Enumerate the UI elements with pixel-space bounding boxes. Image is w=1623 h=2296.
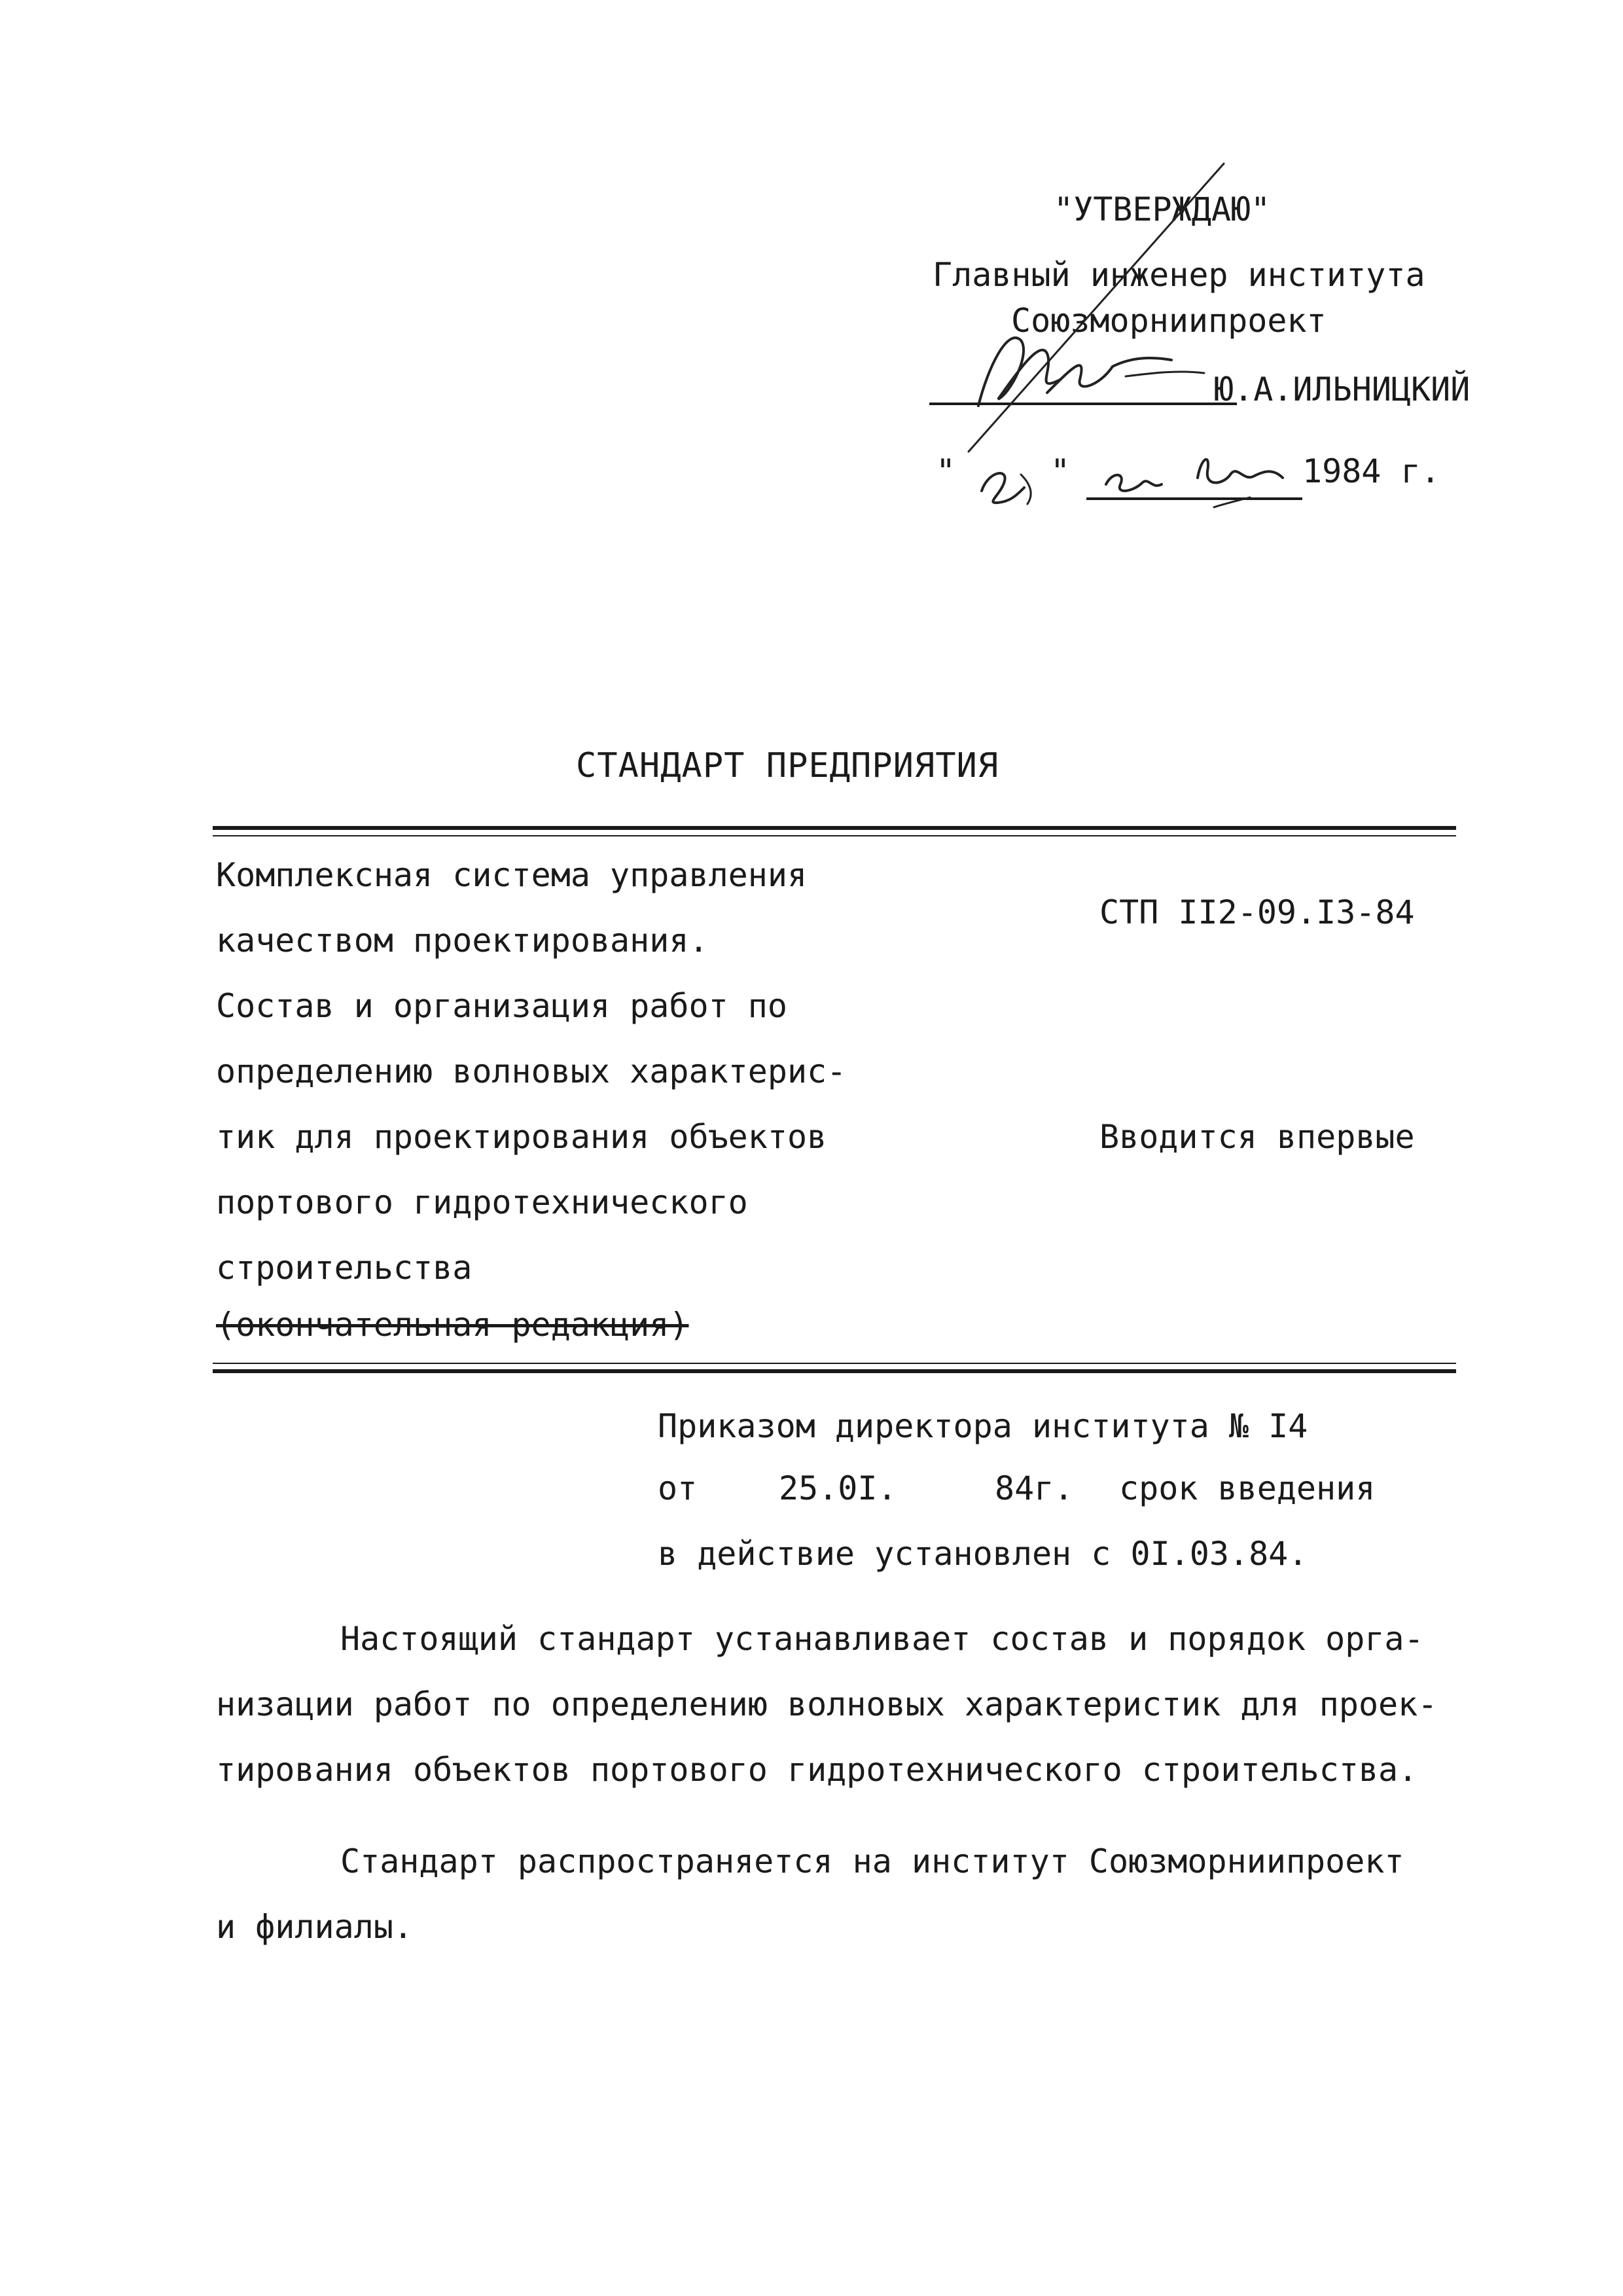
order-year: 84г. [995,1469,1074,1507]
paragraph-2-line-1: Стандарт распространяется на институт Союзморниипроект [340,1842,1404,1880]
title-line-1: Комплексная система управления [216,856,808,894]
title-line-4: определению волновых характерис- [216,1052,847,1090]
title-line-7: строительства [216,1249,473,1287]
paragraph-1-line-3: тирования объектов портового гидротехнического строительства. [216,1751,1418,1789]
paragraph-2-line-2: и филиалы. [216,1908,414,1946]
top-rule-thick [213,826,1456,830]
date-close-quote: " [1050,452,1071,490]
bottom-rule-thin [213,1363,1456,1364]
title-line-3: Состав и организация работ по [216,987,787,1025]
approver-organization: Союзморниипроект [1011,302,1327,340]
order-from-label: от [658,1469,698,1507]
signatory-name: Ю.А.ИЛЬНИЦКИЙ [1214,370,1471,408]
bottom-rule-thick [213,1369,1456,1373]
title-line-5: тик для проектирования объектов [216,1118,827,1156]
order-line-3: в действие установлен с 0I.03.84. [658,1535,1308,1573]
approver-position: Главный инженер института [933,256,1425,294]
approval-stamp: "УТВЕРЖДАЮ" [1054,190,1271,228]
document-heading: СТАНДАРТ ПРЕДПРИЯТИЯ [576,746,999,785]
introduced-status: Вводится впервые [1099,1118,1415,1156]
struck-edition-note: (окончательная редакция) [216,1306,689,1344]
top-rule-thin [213,835,1456,836]
date-year: 1984 г. [1302,452,1440,490]
paragraph-1-line-1: Настоящий стандарт устанавливает состав и порядок орга- [340,1620,1424,1658]
paragraph-1-line-2: низации работ по определению волновых характеристик для проек- [216,1685,1438,1723]
order-line-1: Приказом директора института № I4 [658,1407,1308,1445]
order-term: срок введения [1119,1469,1376,1507]
title-line-6: портового гидротехнического [216,1183,748,1221]
order-date: 25.0I. [779,1469,897,1507]
title-line-2: качеством проектирования. [216,922,709,960]
standard-code: СТП II2-09.I3-84 [1099,893,1415,931]
date-open-quote: " [936,452,956,490]
